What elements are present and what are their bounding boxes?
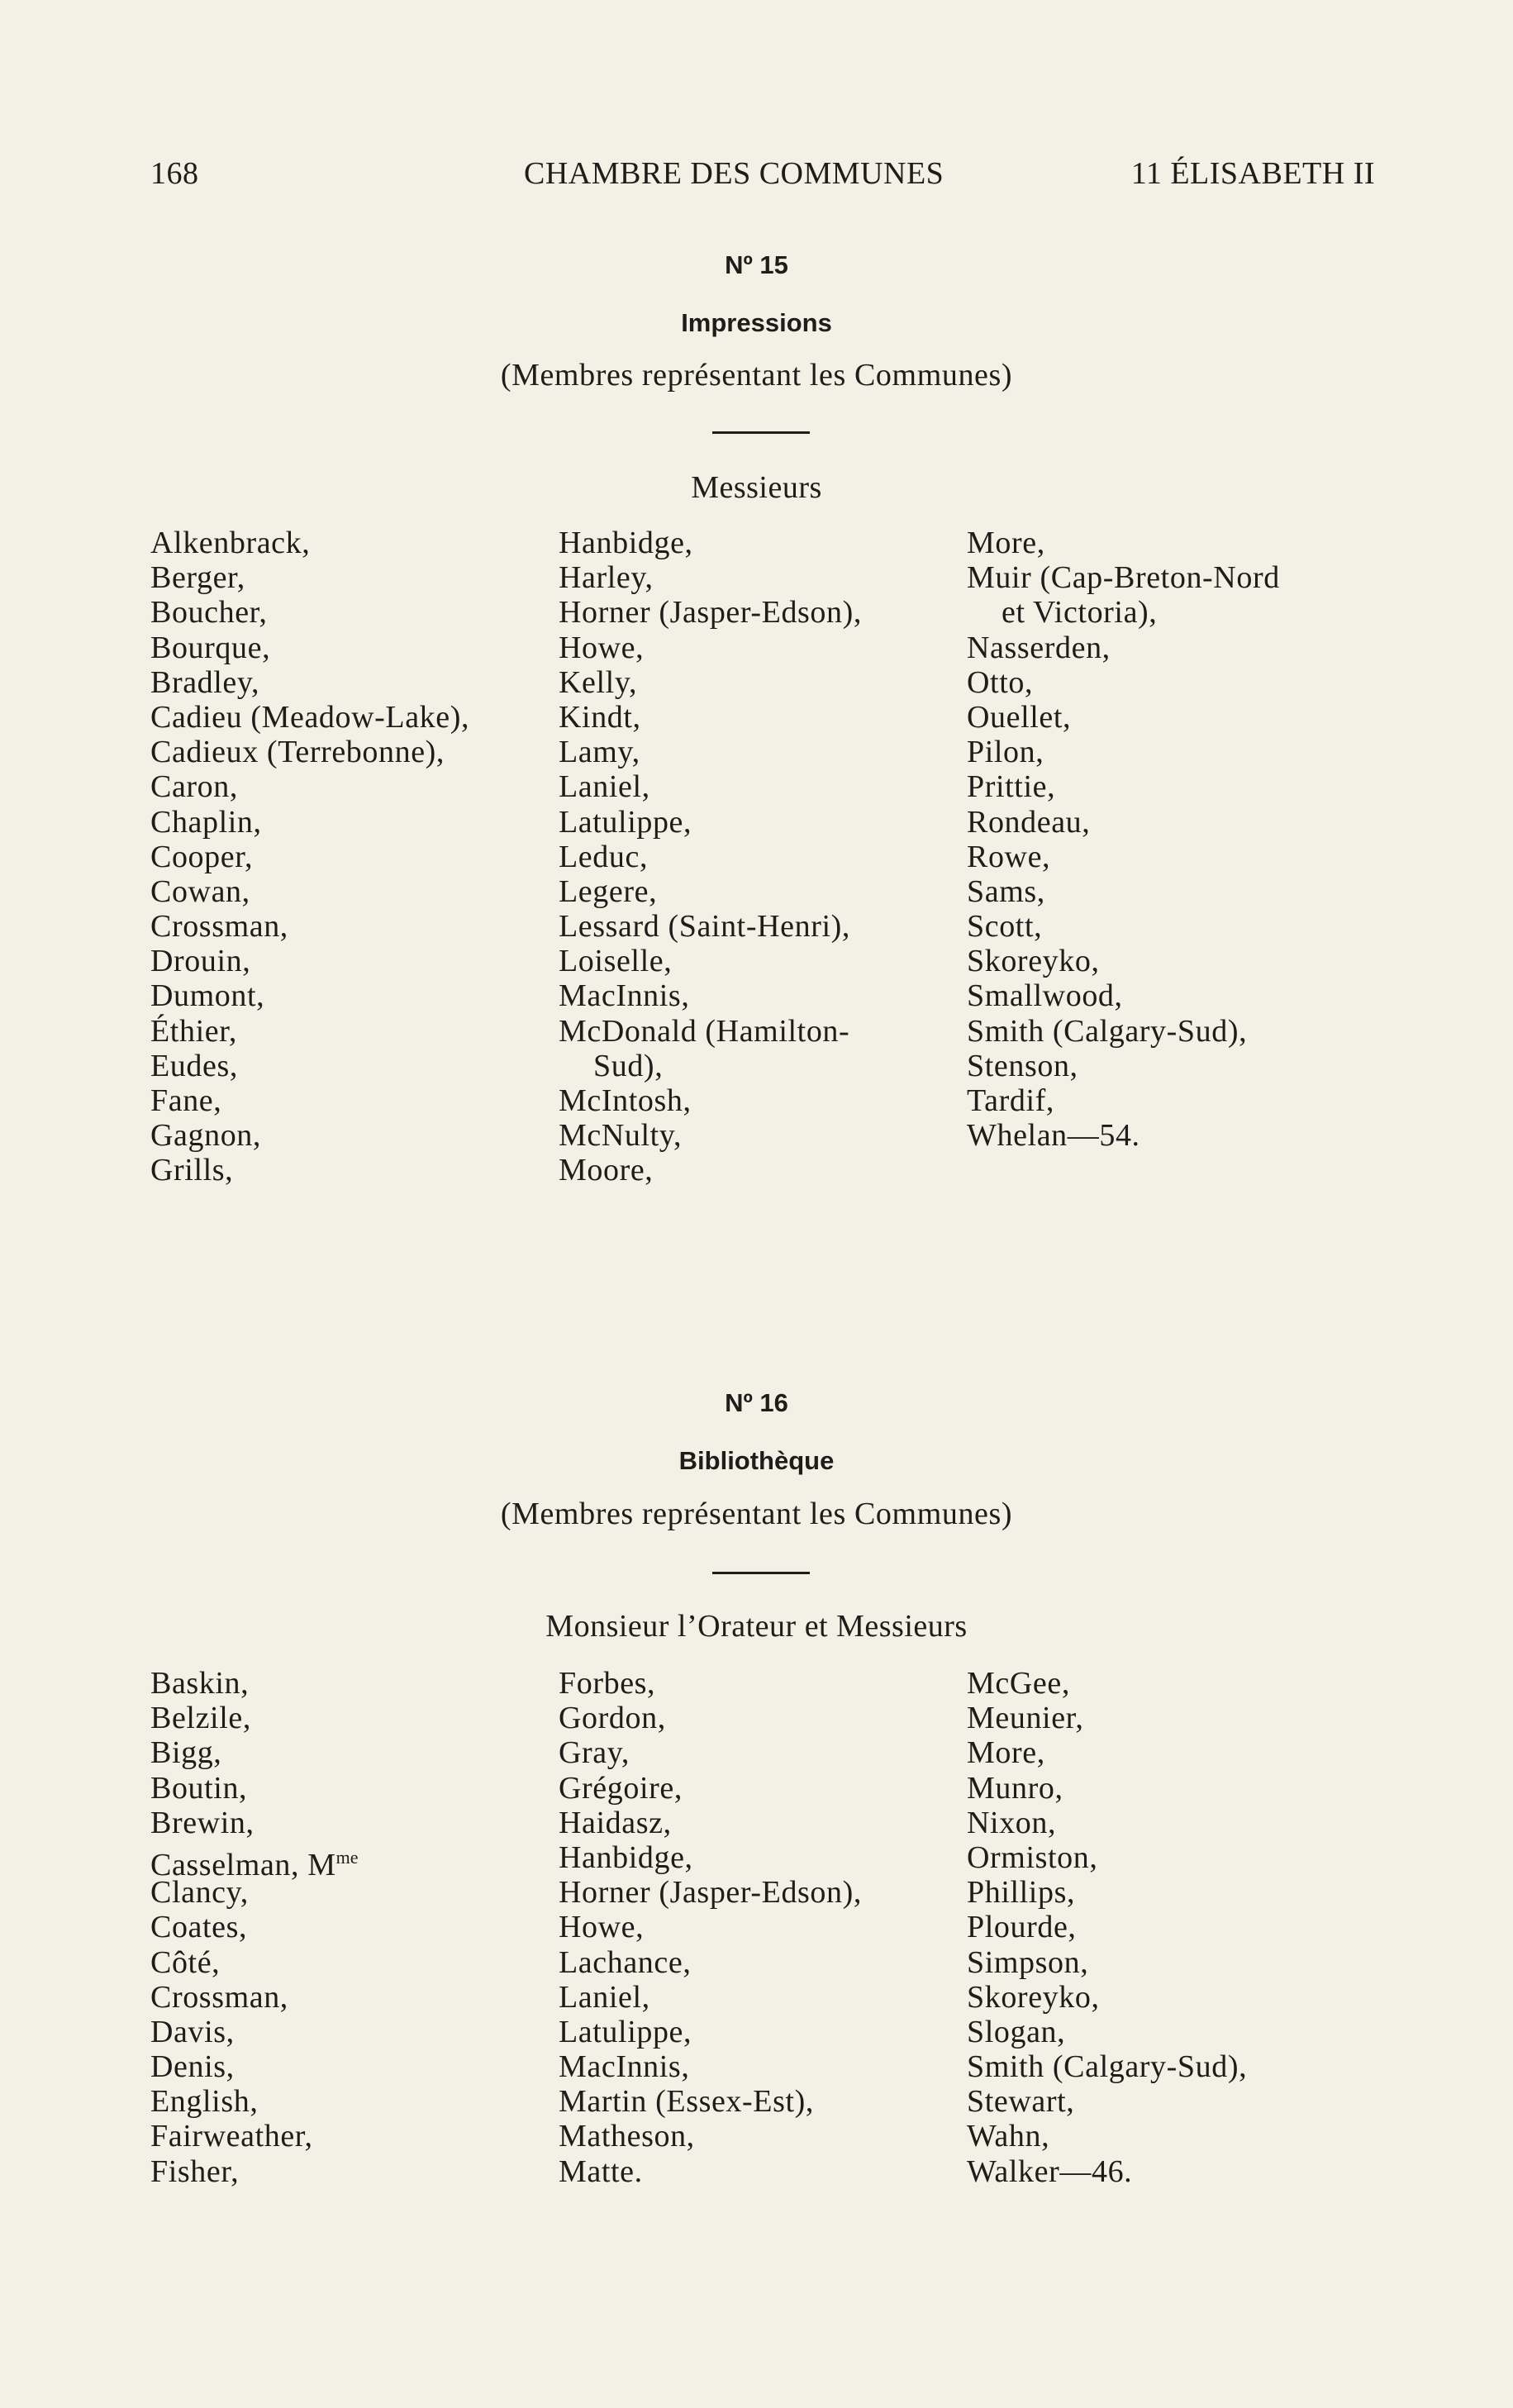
member-name: Howe, (559, 1910, 645, 1945)
member-name: Grills, (150, 1153, 234, 1188)
member-name: Rowe, (967, 839, 1051, 874)
member-name: Bradley, (150, 664, 260, 700)
member-name: Rondeau, (967, 804, 1091, 840)
member-name: Pilon, (967, 735, 1044, 770)
member-name: Scott, (967, 909, 1043, 945)
member-name: Tardif, (967, 1083, 1054, 1118)
member-name: Smith (Calgary-Sud), (967, 1013, 1248, 1049)
section-15-rule (712, 431, 810, 434)
member-name: Latulippe, (559, 2014, 692, 2049)
member-name: Ormiston, (967, 1839, 1098, 1875)
member-name: McNulty, (559, 1118, 683, 1154)
member-name: Leduc, (559, 839, 649, 874)
page-number: 168 (150, 156, 199, 191)
member-name: Cadieu (Meadow-Lake), (150, 699, 470, 735)
section-15-subtitle: (Membres représentant les Communes) (500, 358, 1013, 393)
member-name: Meunier, (967, 1701, 1084, 1736)
member-name: Fairweather, (150, 2119, 313, 2154)
member-name: Skoreyko, (967, 1979, 1100, 2015)
member-name: Harley, (559, 560, 654, 596)
member-name: Bourque, (150, 630, 271, 665)
member-name: Cooper, (150, 839, 254, 874)
member-name: Fisher, (150, 2153, 240, 2189)
section-15-column-3 (967, 526, 1280, 1153)
section-16-subtitle: (Membres représentant les Communes) (500, 1497, 1013, 1531)
section-15-number: Nº 15 (725, 250, 788, 279)
member-name: Casselman, $M^{me}$ (150, 1846, 359, 1882)
member-name: Stewart, (967, 2084, 1075, 2120)
member-name: Crossman, (150, 1979, 288, 2015)
mme-superscript: me (335, 1846, 359, 1868)
member-name: Eudes, (150, 1048, 238, 1083)
member-name: Whelan—54. (967, 1118, 1140, 1154)
member-name: Forbes, (559, 1666, 656, 1701)
member-name: Slogan, (967, 2014, 1066, 2049)
member-name: Bigg, (150, 1735, 222, 1771)
member-name: McIntosh, (559, 1083, 692, 1118)
member-name: Phillips, (967, 1875, 1076, 1911)
member-name: Gray, (559, 1735, 630, 1771)
member-name: Hanbidge, (559, 1839, 693, 1875)
member-name: Matte. (559, 2153, 643, 2189)
member-name: More, (967, 526, 1045, 560)
member-name: Moore, (559, 1153, 654, 1188)
member-name: More, (967, 1735, 1045, 1771)
section-16-column-1 (150, 1666, 359, 2189)
member-name: Crossman, (150, 909, 288, 945)
member-name: Lachance, (559, 1944, 692, 1980)
member-name: Coates, (150, 1910, 248, 1945)
member-name: Hanbidge, (559, 526, 693, 560)
member-name: Walker—46. (967, 2153, 1133, 2189)
member-name: Martin (Essex-Est), (559, 2084, 814, 2120)
member-name: Laniel, (559, 1979, 650, 2015)
member-name: Nasserden, (967, 630, 1111, 665)
member-name: et Victoria), (1002, 595, 1158, 631)
member-name: Wahn, (967, 2119, 1050, 2154)
member-name: Legere, (559, 873, 658, 909)
member-name: Sud), (593, 1048, 664, 1083)
section-16-title: Bibliothèque (678, 1446, 835, 1475)
member-name: Stenson, (967, 1048, 1078, 1083)
member-name: Grégoire, (559, 1770, 683, 1806)
member-name: Otto, (967, 664, 1034, 700)
member-name: Plourde, (967, 1910, 1077, 1945)
section-15-column-1 (150, 526, 469, 1188)
section-16-rule (712, 1572, 810, 1574)
member-name: Horner (Jasper-Edson), (559, 1875, 862, 1911)
member-name: Caron, (150, 769, 238, 805)
member-name: Drouin, (150, 944, 251, 979)
member-name: Chaplin, (150, 804, 262, 840)
member-name: Horner (Jasper-Edson), (559, 595, 862, 631)
member-name: Cadieux (Terrebonne), (150, 735, 445, 770)
member-name: English, (150, 2084, 259, 2120)
member-name: Côté, (150, 1944, 221, 1980)
member-name: Kelly, (559, 664, 638, 700)
regnal-year: 11 ÉLISABETH II (1130, 156, 1375, 191)
section-16-column-2 (559, 1666, 862, 2189)
member-name: Howe, (559, 630, 645, 665)
member-name: Gordon, (559, 1701, 666, 1736)
member-name: Baskin, (150, 1666, 250, 1701)
section-16-column-3 (967, 1666, 1247, 2189)
member-name: Alkenbrack, (150, 526, 311, 560)
member-name: Brewin, (150, 1805, 255, 1840)
member-name: Boucher, (150, 595, 268, 631)
section-16-number: Nº 16 (725, 1388, 788, 1417)
section-15-column-2 (559, 526, 862, 1188)
member-name: Loiselle, (559, 944, 673, 979)
member-name: Matheson, (559, 2119, 695, 2154)
section-15-salutation: Messieurs (691, 470, 822, 505)
member-name: Denis, (150, 2049, 235, 2085)
member-name: Muir (Cap-Breton-Nord (967, 560, 1280, 596)
member-name: Berger, (150, 560, 245, 596)
member-name: Skoreyko, (967, 944, 1100, 979)
member-name: McDonald (Hamilton- (559, 1013, 850, 1049)
member-name: Clancy, (150, 1875, 249, 1911)
member-name: Lessard (Saint-Henri), (559, 909, 850, 945)
member-name: Éthier, (150, 1013, 238, 1049)
chamber-title: CHAMBRE DES COMMUNES (524, 156, 944, 191)
member-name: Lamy, (559, 735, 640, 770)
running-head (150, 155, 1375, 197)
member-name: Gagnon, (150, 1118, 262, 1154)
member-name: Prittie, (967, 769, 1056, 805)
member-name: Dumont, (150, 978, 265, 1014)
member-name: Smallwood, (967, 978, 1123, 1014)
member-name: Latulippe, (559, 804, 692, 840)
member-name: McGee, (967, 1666, 1070, 1701)
member-name: MacInnis, (559, 2049, 690, 2085)
member-name: Boutin, (150, 1770, 248, 1806)
member-name: Sams, (967, 873, 1045, 909)
member-name: Haidasz, (559, 1805, 672, 1840)
member-name: Belzile, (150, 1701, 251, 1736)
member-name: Kindt, (559, 699, 641, 735)
member-name: Munro, (967, 1770, 1063, 1806)
member-name: Simpson, (967, 1944, 1089, 1980)
section-16-salutation: Monsieur l’Orateur et Messieurs (545, 1609, 968, 1644)
member-name: MacInnis, (559, 978, 690, 1014)
section-15-title: Impressions (681, 308, 832, 337)
member-name: Davis, (150, 2014, 235, 2049)
member-name: Laniel, (559, 769, 650, 805)
member-name: Nixon, (967, 1805, 1057, 1840)
member-name: Fane, (150, 1083, 222, 1118)
member-name: Smith (Calgary-Sud), (967, 2049, 1248, 2085)
member-name: Cowan, (150, 873, 250, 909)
member-name: Ouellet, (967, 699, 1072, 735)
